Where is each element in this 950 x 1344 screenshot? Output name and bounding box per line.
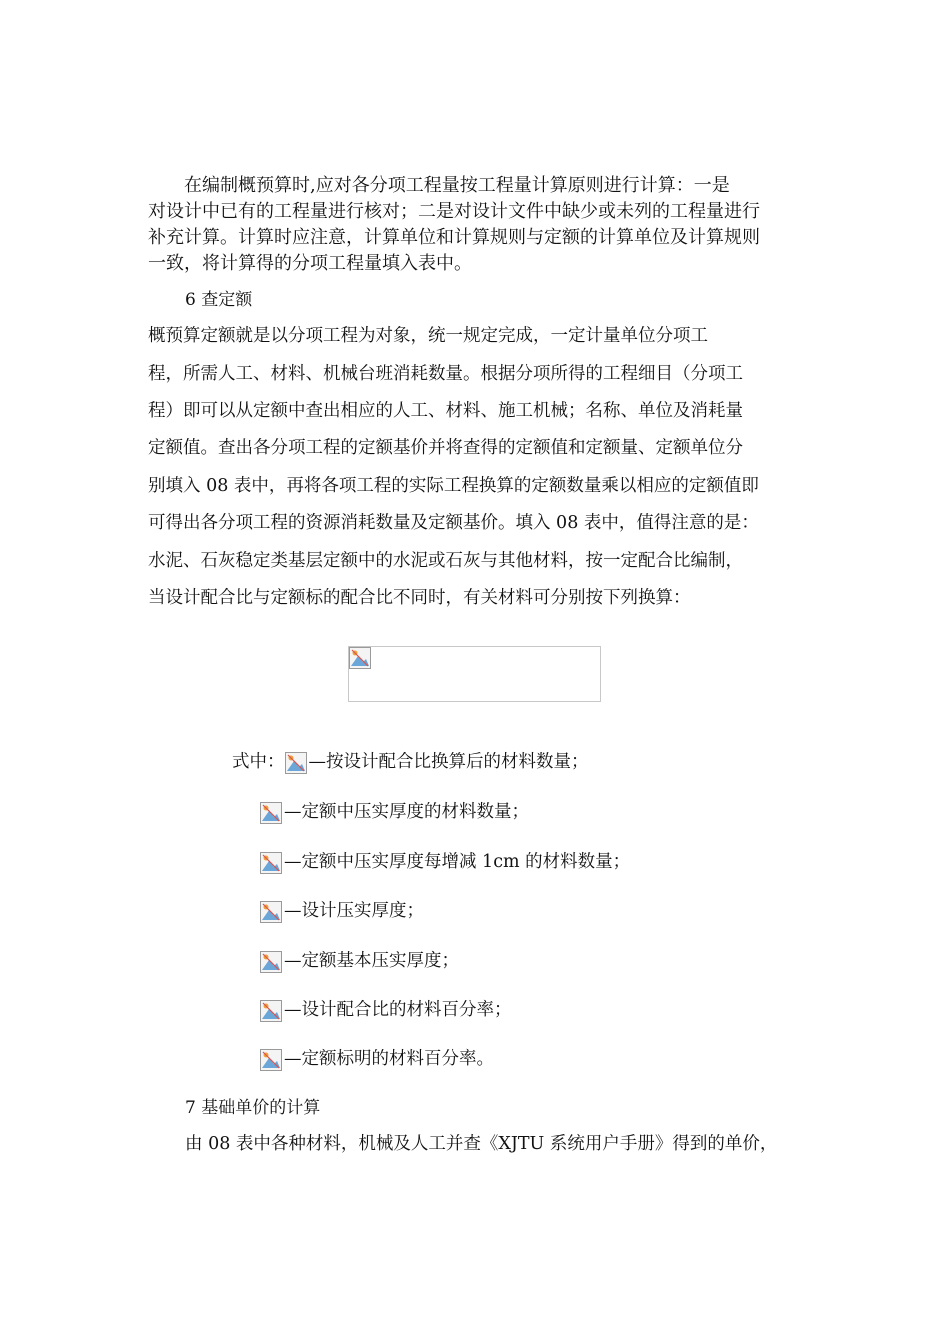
- paragraph-2-line-1: 概预算定额就是以分项工程为对象，统一规定完成，一定计量单位分项工: [148, 326, 708, 346]
- broken-image-icon: [260, 852, 282, 874]
- definition-text: —定额中压实厚度的材料数量；: [284, 802, 529, 822]
- definition-text: —按设计配合比换算后的材料数量；: [308, 752, 589, 772]
- broken-image-icon: [260, 802, 282, 824]
- paragraph-1-line-1: 在编制概预算时,应对各分项工程量按工程量计算原则进行计算：一是: [148, 175, 730, 196]
- broken-image-icon: [260, 901, 282, 923]
- definition-item: [260, 997, 512, 1023]
- definition-item: [232, 749, 589, 775]
- paragraph-1-line-4: 一致，将计算得的分项工程量填入表中。: [148, 253, 472, 274]
- paragraph-1-line-2: 对设计中已有的工程量进行核对；二是对设计文件中缺少或未列的工程量进行: [148, 201, 760, 222]
- paragraph-2-line-5: 别填入 08 表中，再将各项工程的实际工程换算的定额数量乘以相应的定额值即: [148, 476, 759, 496]
- paragraph-2-line-6: 可得出各分项工程的资源消耗数量及定额基价。填入 08 表中，值得注意的是：: [148, 513, 759, 533]
- formula-image: [348, 646, 601, 702]
- definition-text: —定额基本压实厚度；: [284, 951, 459, 971]
- broken-image-icon: [349, 647, 371, 669]
- section-heading-6: 6 查定额: [185, 290, 253, 310]
- section-heading-7: 7 基础单价的计算: [185, 1098, 321, 1118]
- paragraph-3-line-1: 由 08 表中各种材料，机械及人工并查《XJTU 系统用户手册》得到的单价，: [185, 1134, 778, 1154]
- definition-prefix: 式中：: [232, 752, 285, 772]
- definition-text: —设计压实厚度；: [284, 901, 424, 921]
- definition-item: [260, 948, 459, 974]
- broken-image-icon: [260, 951, 282, 973]
- definition-item: [260, 1046, 494, 1072]
- definition-text: —设计配合比的材料百分率；: [284, 1000, 512, 1020]
- broken-image-icon: [260, 1049, 282, 1071]
- paragraph-1-line-3: 补充计算。计算时应注意，计算单位和计算规则与定额的计算单位及计算规则: [148, 227, 760, 248]
- definition-item: [260, 898, 424, 924]
- paragraph-2-line-4: 定额值。查出各分项工程的定额基价并将查得的定额值和定额量、定额单位分: [148, 438, 743, 458]
- paragraph-2-line-2: 程，所需人工、材料、机械台班消耗数量。根据分项所得的工程细目（分项工: [148, 364, 743, 384]
- paragraph-2-line-8: 当设计配合比与定额标的配合比不同时，有关材料可分别按下列换算：: [148, 588, 691, 608]
- paragraph-2-line-3: 程）即可以从定额中查出相应的人工、材料、施工机械；名称、单位及消耗量: [148, 401, 743, 421]
- paragraph-2-line-7: 水泥、石灰稳定类基层定额中的水泥或石灰与其他材料，按一定配合比编制，: [148, 551, 743, 571]
- definition-text: —定额标明的材料百分率。: [284, 1049, 494, 1069]
- definition-item: [260, 849, 630, 875]
- definition-item: [260, 799, 529, 825]
- definition-text: —定额中压实厚度每增减 1cm 的材料数量；: [284, 852, 631, 872]
- broken-image-icon: [285, 752, 307, 774]
- broken-image-icon: [260, 1000, 282, 1022]
